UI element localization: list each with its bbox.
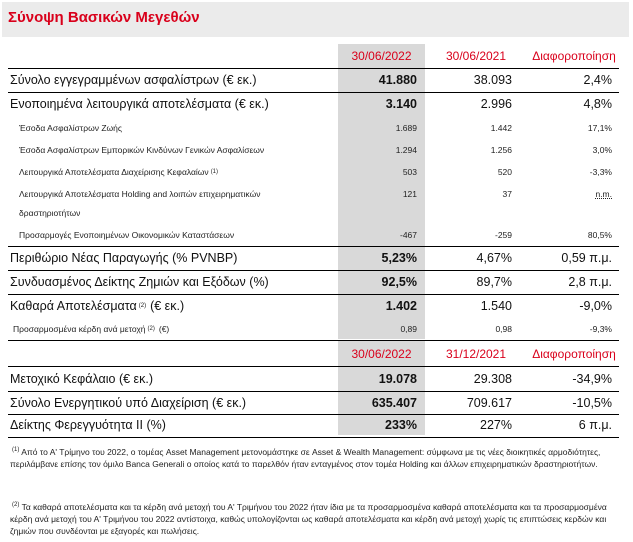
row-value-prior: 1.442 (490, 123, 512, 133)
header-col-change: Διαφοροποίηση (532, 49, 616, 63)
row-label-continued: δραστηριοτήτων (19, 208, 81, 218)
row-label-text: Καθαρά Αποτελέσματα (10, 299, 137, 313)
table-row (0, 140, 633, 160)
header-col-prior: 30/06/2021 (445, 49, 507, 63)
table-row-continuation (0, 204, 633, 222)
row-label: Προσαρμογές Ενοποιημένων Οικονομικών Καταστάσεων (19, 230, 235, 240)
row-value-change: 2,8 π.μ. (568, 275, 612, 289)
header-col-current: 30/06/2022 (351, 347, 412, 361)
table-row (0, 247, 633, 269)
row-value-prior: 227% (480, 418, 512, 432)
row-value-current: 1.689 (395, 123, 417, 133)
row-value-change: -10,5% (572, 396, 612, 410)
row-label: Περιθώριο Νέας Παραγωγής (% PVNBP) (10, 251, 238, 265)
table-row (0, 414, 633, 436)
table-row (0, 162, 633, 182)
footnote-mark: (1) (12, 447, 20, 453)
row-value-prior: 1.256 (490, 145, 512, 155)
row-value-current: 121 (402, 189, 417, 199)
row-label: Έσοδα Ασφαλίστρων Ζωής (19, 123, 122, 133)
table-row (0, 392, 633, 414)
footnote-ref: (2) (147, 326, 155, 332)
row-label-text: Λειτουργικά Αποτελέσματα Διαχείρισης Κεφαλαίων (19, 167, 209, 177)
row-value-current: 635.407 (371, 396, 417, 410)
table-row (0, 225, 633, 245)
row-value-prior: 4,67% (476, 251, 512, 265)
table-header (0, 344, 633, 364)
footnote-2 (10, 499, 622, 537)
row-label-text: Προσαρμοσμένα κέρδη ανά μετοχή (13, 324, 146, 334)
row-label-unit: (€) (158, 324, 170, 334)
row-label (10, 295, 335, 317)
row-value-prior: 37 (502, 189, 512, 199)
table-row (0, 69, 633, 91)
row-value-current: 503 (402, 167, 417, 177)
footnote-mark: (2) (12, 502, 20, 508)
footnote-text: Τα καθαρά αποτελέσματα και τα κέρδη ανά μετοχή του Α' Τριμήνου του 2022 ήταν ίδια με τα προσαρμοσμένα καθαρά αποτελέσματα και τα προσαρμοσμένα κέρδη ανά μετοχή του Α' Τριμήνου του 2022 αντίστοιχα, καθώς υπολογίζονται ως καθαρά αποτελέσματα και κέρδη ανά μετοχή χωρίς τις επιπτώσεις κερδών και ζημιών που συνδέονται με εξαγορές και πωλήσεις. (10, 501, 607, 536)
table-row (0, 93, 633, 115)
row-label (13, 320, 338, 338)
row-value-current: 19.078 (378, 372, 417, 386)
row-value-current: 1.402 (385, 299, 417, 313)
divider (8, 437, 619, 438)
header-col-prior: 31/12/2021 (445, 347, 507, 361)
row-label: Σύνολο Ενεργητικού υπό Διαχείριση (€ εκ.) (10, 396, 247, 410)
footnote-1 (10, 444, 622, 470)
row-value-change (520, 184, 612, 204)
row-value-prior: 520 (497, 167, 512, 177)
row-label: Ενοποιημένα λειτουργικά αποτελέσματα (€ εκ.) (10, 97, 269, 111)
row-label: Λειτουργικά Αποτελέσματα Holding and λοιπών επιχειρηματικών (19, 189, 261, 199)
row-value-prior: 89,7% (476, 275, 512, 289)
header-col-change: Διαφοροποίηση (532, 347, 616, 361)
table-row (0, 368, 633, 390)
row-label: Συνδυασμένος Δείκτης Ζημιών και Εξόδων (%) (10, 275, 269, 289)
row-value-prior: 38.093 (473, 73, 512, 87)
row-value-prior: 709.617 (466, 396, 512, 410)
row-value-change: 2,4% (583, 73, 612, 87)
row-value-change: 4,8% (583, 97, 612, 111)
row-value-current: 1.294 (395, 145, 417, 155)
row-value-change: 80,5% (587, 230, 612, 240)
title-bar (2, 2, 629, 37)
not-meaningful-mark: n.m. (595, 189, 612, 199)
row-label: Μετοχικό Κεφάλαιο (€ εκ.) (10, 372, 153, 386)
row-value-current: 92,5% (381, 275, 417, 289)
footnote-ref: (2) (138, 303, 147, 309)
table-row (0, 320, 633, 338)
divider (8, 366, 619, 367)
row-value-change: -9,3% (589, 324, 612, 334)
row-value-prior: 1.540 (480, 299, 512, 313)
table-row (0, 271, 633, 293)
row-value-current: -467 (399, 230, 417, 240)
row-value-prior: 0,98 (495, 324, 512, 334)
row-label: Σύνολο εγγεγραμμένων ασφαλίστρων (€ εκ.) (10, 73, 257, 87)
row-value-prior: 29.308 (473, 372, 512, 386)
row-value-current: 41.880 (378, 73, 417, 87)
row-value-change: 0,59 π.μ. (561, 251, 612, 265)
table-row (0, 118, 633, 138)
footnote-ref: (1) (210, 169, 219, 175)
row-label (19, 162, 344, 182)
row-value-current: 0,89 (400, 324, 417, 334)
footnote-text: Από το Α' Τρίμηνο του 2022, ο τομέας Asset Management μετονομάστηκε σε Asset & Wealth Management: σύμφωνα με τις νέες διοικητικές αρμοδιότητες, περιλάμβανε επίσης τον όμιλο Banca Generali ο οποίος κατά το παρελθόν ήταν ενταγμένος στον τομέα Holding και άλλων επιχειρηματικών δραστηριοτήτων. (10, 446, 601, 469)
row-value-change: -34,9% (572, 372, 612, 386)
row-value-change: 3,0% (592, 145, 612, 155)
table-row (0, 295, 633, 317)
row-value-change: -3,3% (589, 167, 612, 177)
row-value-current: 233% (385, 418, 417, 432)
row-value-prior: -259 (494, 230, 512, 240)
table-row (0, 184, 633, 204)
page-title: Σύνοψη Βασικών Μεγεθών (8, 9, 200, 26)
row-value-current: 5,23% (381, 251, 417, 265)
row-label-unit: (€ εκ.) (150, 299, 185, 313)
row-value-current: 3.140 (385, 97, 417, 111)
header-col-current: 30/06/2022 (351, 49, 412, 63)
row-value-prior: 2.996 (480, 97, 512, 111)
row-value-change: -9,0% (579, 299, 612, 313)
table-header (0, 46, 633, 66)
row-value-change: 6 π.μ. (578, 418, 612, 432)
row-label: Δείκτης Φερεγγυότητα II (%) (10, 418, 166, 432)
row-label: Έσοδα Ασφαλίστρων Εμπορικών Κινδύνων Γενικών Ασφαλίσεων (19, 145, 265, 155)
row-value-change: 17,1% (587, 123, 612, 133)
divider (8, 340, 619, 341)
